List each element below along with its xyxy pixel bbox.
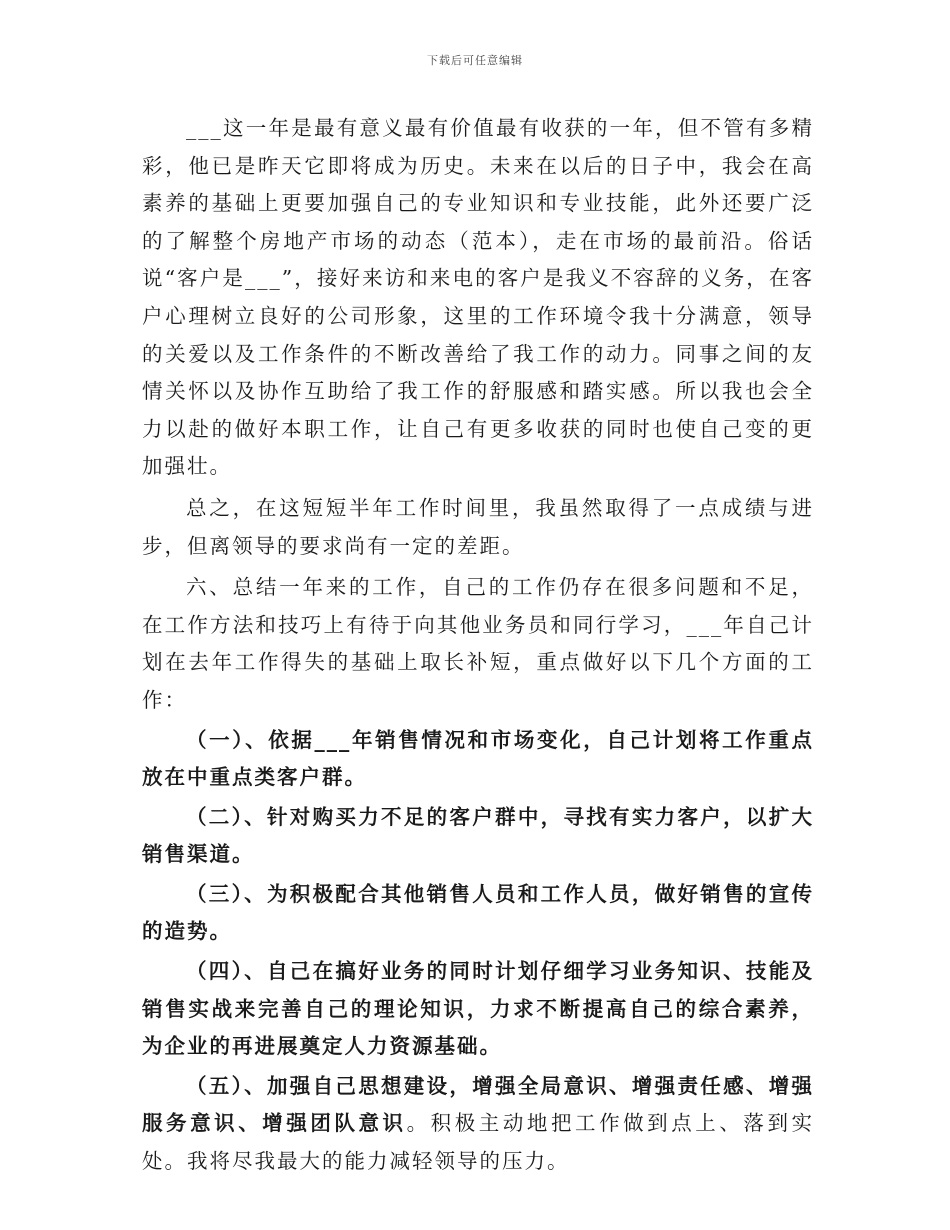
plan-item-5-rest: 。积极主动地把工作做到点上、落到实处。我将尽我最大的能力减轻领导的压力。 bbox=[142, 1111, 815, 1174]
plan-item-3: （三）、为积极配合其他销售人员和工作人员，做好销售的宣传的造势。 bbox=[142, 881, 814, 944]
plan-item-5 bbox=[142, 1068, 814, 1181]
document-body bbox=[142, 110, 814, 1181]
plan-item-2: （二）、针对购买力不足的客户群中，寻找有实力客户，以扩大销售渠道。 bbox=[142, 804, 814, 867]
paragraph-conclusion: 总之，在这短短半年工作时间里，我虽然取得了一点成绩与进步，但离领导的要求尚有一定的差距。 bbox=[142, 495, 814, 558]
paragraph-section-six: 六、总结一年来的工作，自己的工作仍存在很多问题和不足，在工作方法和技巧上有待于向其他业务员和同行学习，___年自己计划在去年工作得失的基础上取长补短，重点做好以下几个方面的工作： bbox=[142, 575, 814, 712]
plan-item-5-bold: （五）、加强自己思想建设，增强全局意识、增强责任感、增强服务意识、增强团队意识 bbox=[142, 1073, 814, 1136]
plan-item-4: （四）、自己在搞好业务的同时计划仔细学习业务知识、技能及销售实战来完善自己的理论知识，力求不断提高自己的综合素养，为企业的再进展奠定人力资源基础。 bbox=[142, 959, 814, 1059]
plan-item-1: （一）、依据___年销售情况和市场变化，自己计划将工作重点放在中重点类客户群。 bbox=[142, 727, 814, 790]
page-header: 下载后可任意编辑 bbox=[427, 54, 523, 67]
paragraph-summary-year: ___这一年是最有意义最有价值最有收获的一年，但不管有多精彩，他已是昨天它即将成为历史。未来在以后的日子中，我会在高素养的基础上更要加强自己的专业知识和专业技能，此外还要广泛的了解整个房地产市场的动态（范本），走在市场的最前沿。俗话说“客户是___”，接好来访和来电的客户是我义不容辞的义务，在客户心理树立良好的公司形象，这里的工作环境令我十分满意，领导的关爱以及工作条件的不断改善给了我工作的动力。同事之间的友情关怀以及协作互助给了我工作的舒服感和踏实感。所以我也会全力以赴的做好本职工作，让自己有更多收获的同时也使自己变的更加强壮。 bbox=[142, 116, 814, 479]
